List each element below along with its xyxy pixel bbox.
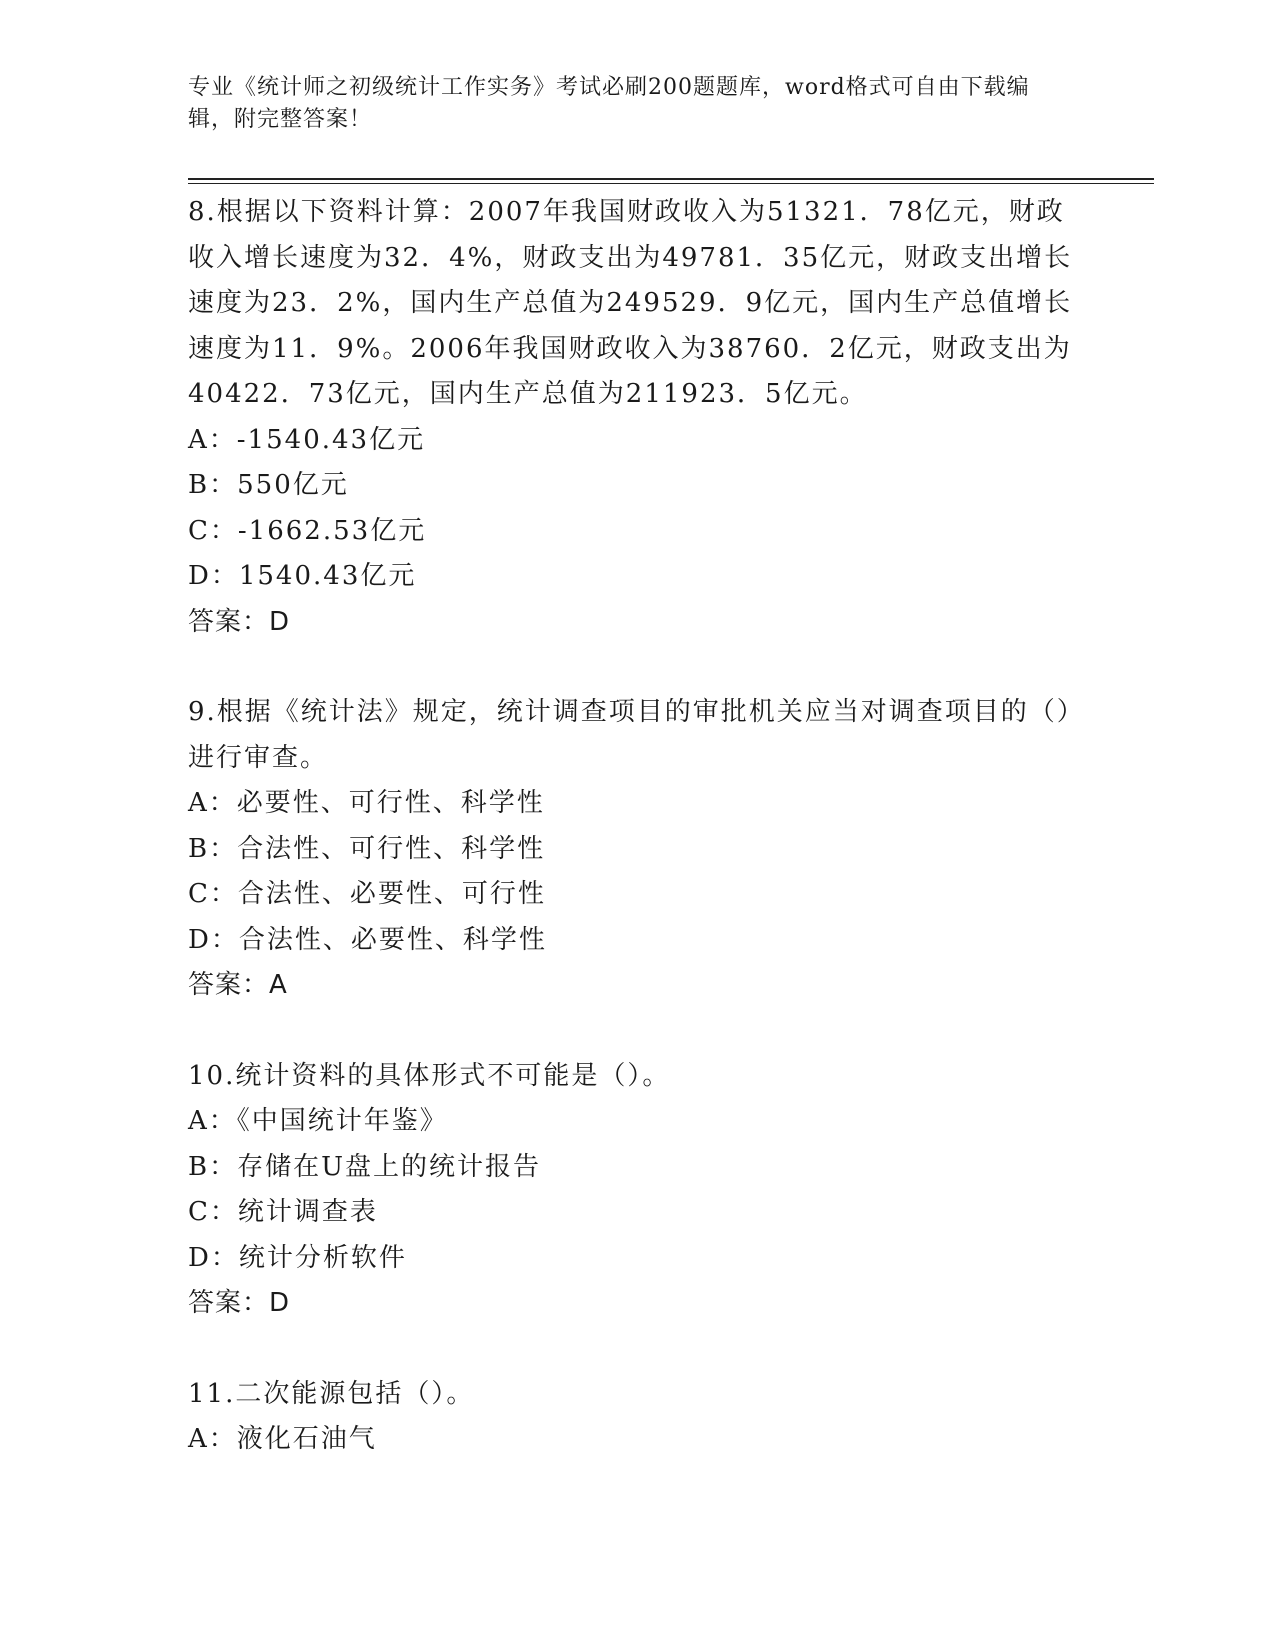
option-c: C：统计调查表 [188, 1197, 378, 1227]
header-divider-thick [188, 178, 1154, 180]
option-a: A：液化石油气 [188, 1424, 377, 1454]
answer: 答案：A [188, 970, 288, 1000]
option-c: C：-1662.53亿元 [188, 515, 427, 546]
question-10 [188, 1054, 1088, 1327]
answer: 答案：D [188, 1288, 291, 1318]
answer: 答案：D [188, 606, 291, 637]
question-list [188, 190, 1088, 1463]
header-divider-thin [188, 183, 1154, 184]
question-stem: 8.根据以下资料计算：2007年我国财政收入为51321．78亿元，财政收入增长速度为32．4%，财政支出为49781．35亿元，财政支出增长速度为23．2%，国内生产总值为249529．9亿元，国内生产总值增长速度为11．9%。2006年我国财政收入为38760．2亿元，财政支出为40422．73亿元，国内生产总值为211923．5亿元。 [188, 197, 1073, 409]
option-d: D：1540.43亿元 [188, 561, 417, 591]
question-stem: 10.统计资料的具体形式不可能是（）。 [188, 1060, 671, 1091]
option-a: A：-1540.43亿元 [188, 424, 426, 455]
option-a: A：《中国统计年鉴》 [188, 1106, 448, 1136]
question-11 [188, 1372, 1088, 1463]
option-a: A：必要性、可行性、科学性 [188, 788, 545, 818]
option-b: B：存储在U盘上的统计报告 [188, 1151, 542, 1182]
option-c: C：合法性、必要性、可行性 [188, 879, 546, 909]
spacer [188, 1009, 1088, 1054]
option-b: B：550亿元 [188, 470, 349, 500]
question-stem: 9.根据《统计法》规定，统计调查项目的审批机关应当对调查项目的（）进行审查。 [188, 697, 1085, 773]
option-d: D：统计分析软件 [188, 1242, 407, 1273]
spacer [188, 1327, 1088, 1372]
option-d: D：合法性、必要性、科学性 [188, 924, 547, 955]
option-b: B：合法性、可行性、科学性 [188, 833, 546, 864]
page-header: 专业《统计师之初级统计工作实务》考试必刷200题题库，word格式可自由下载编辑，附完整答案！ [188, 75, 1030, 132]
question-9 [188, 690, 1088, 1009]
spacer [188, 645, 1088, 690]
question-stem: 11.二次能源包括（）。 [188, 1378, 475, 1409]
question-8 [188, 190, 1088, 645]
